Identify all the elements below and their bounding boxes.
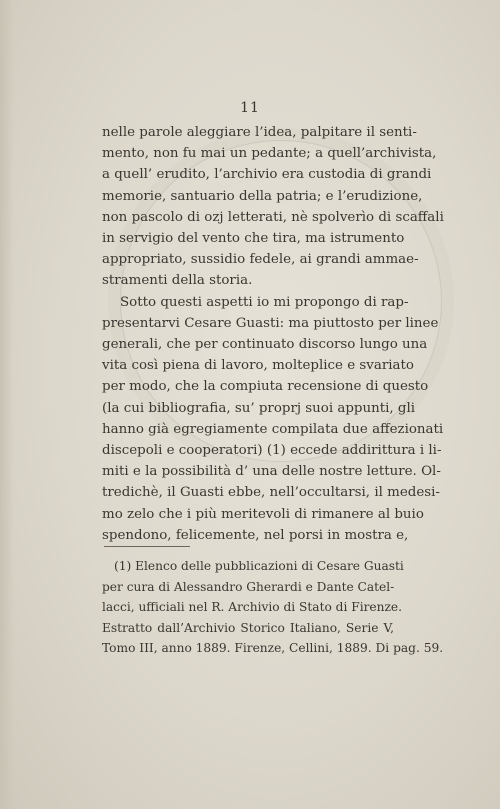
text-line: appropriato, sussidio fedele, ai grandi ammae- — [102, 252, 419, 268]
page-number: 11 — [240, 100, 260, 116]
text-line: presentarvi Cesare Guasti: ma piuttosto per linee — [102, 315, 439, 331]
text-line: miti e la possibilità d’ una delle nostre letture. Ol- — [102, 464, 441, 480]
footnote-line: (1) Elenco delle pubblicazioni di Cesare Guasti — [114, 559, 404, 573]
page-edge-shadow — [0, 0, 14, 809]
text-line: a quell’ erudito, l’archivio era custodia di grandi — [102, 167, 432, 183]
text-line: nelle parole aleggiare l’idea, palpitare il senti- — [102, 125, 417, 140]
footnote-line: Tomo III, anno 1889. Firenze, Cellini, 1889. Di pag. 59. — [102, 641, 444, 655]
text-line: memorie, santuario della patria; e l’erudizione, — [102, 188, 423, 204]
text-line: vita così piena di lavoro, molteplice e svariato — [102, 358, 414, 374]
text-line: mo zelo che i più meritevoli di rimanere al buio — [102, 506, 424, 522]
footnote-line: lacci, ufficiali nel R. Archivio di Stato di Firenze. — [102, 600, 402, 614]
text-line: Sotto questi aspetti io mi propongo di rap- — [120, 294, 409, 310]
text-line: hanno già egregiamente compilata due affezionati — [102, 421, 444, 437]
footnote-line: Estratto dall’Archivio Storico Italiano, Serie V, — [102, 620, 394, 635]
text-line: generali, che per continuato discorso lungo una — [102, 337, 428, 353]
text-line: tredichè, il Guasti ebbe, nell’occultarsi, il medesi- — [102, 485, 440, 501]
text-line: in servigio del vento che tira, ma istrumento — [102, 231, 405, 247]
text-line: discepoli e cooperatori) (1) eccede addirittura i li- — [102, 443, 442, 459]
text-line: per modo, che la compiuta recensione di questo — [102, 379, 429, 395]
footnote-line: per cura di Alessandro Gherardi e Dante Catel- — [102, 579, 395, 594]
text-line: spendono, felicemente, nel porsi in mostra e, — [102, 527, 409, 543]
text-line: (la cui bibliografia, su’ proprj suoi appunti, gli — [102, 400, 416, 416]
text-line: stramenti della storia. — [102, 273, 253, 289]
body-text — [102, 122, 444, 546]
text-line: non pascolo di ozj letterati, nè spolverìo di scaffali — [102, 209, 444, 225]
footnote-separator — [104, 546, 190, 547]
text-line: mento, non fu mai un pedante; a quell’archivista, — [102, 146, 437, 162]
footnote — [102, 556, 444, 659]
